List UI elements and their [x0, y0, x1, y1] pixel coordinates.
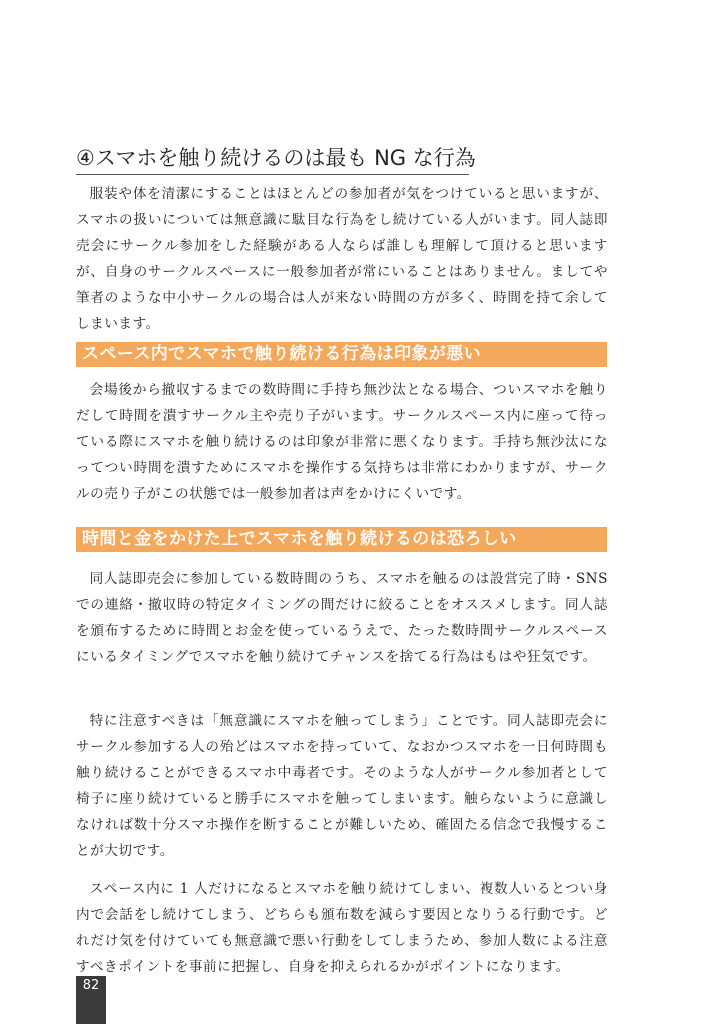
subsection-heading-1: スペース内でスマホで触り続ける行為は印象が悪い [76, 342, 607, 367]
intro-text: 服装や体を清潔にすることはほとんどの参加者が気をつけていると思いますが、スマホの扱いについては無意識に駄目な行為をし続けている人がいます。同人誌即売会にサークル参加をした経験がある人ならば誰しも理解して頂けると思いますが、自身のサークルスペースに一般参加者が常にいることはありません。ましてや筆者のような中小サークルの場合は人が来ない時間の方が多く、時間を持て余してしまいます。 [76, 186, 608, 332]
section-title: ④スマホを触り続けるのは最も NG な行為 [76, 146, 476, 170]
subsection-2-text-2: 特に注意すべきは「無意識にスマホを触ってしまう」ことです。同人誌即売会にサークル参加する人の殆どはスマホを持っていて、なおかつスマホを一日何時間も触り続けることができるスマホ中毒者です。そのような人がサークル参加者として椅子に座り続けていると勝手にスマホを触ってしまいます。触らないように意識しなければ数十分スマホ操作を断することが難しいため、確固たる信念で我慢することが大切です。 [76, 713, 608, 859]
subsection-1-text: 会場後から撤収するまでの数時間に手持ち無沙汰となる場合、ついスマホを触りだして時間を潰すサークル主や売り子がいます。サークルスペース内に座って待っている際にスマホを触り続けるのは印象が非常に悪くなります。手持ち無沙汰になってつい時間を潰すためにスマホを操作する気持ちは非常にわかりますが、サークルの売り子がこの状態では一般参加者は声をかけにくいです。 [76, 382, 608, 502]
section-title-underline [76, 174, 469, 175]
subsection-2-paragraph-1 [76, 566, 608, 670]
subsection-2-text-1: 同人誌即売会に参加している数時間のうち、スマホを触るのは設営完了時・SNS での連絡・撤収時の特定タイミングの間だけに絞ることをオススメします。同人誌を頒布するために時間とお金を使っているうえで、たった数時間サークルスペースにいるタイミングでスマホを触り続けてチャンスを捨てる行為はもはや狂気です。 [76, 571, 608, 665]
subsection-2-text-3: スペース内に 1 人だけになるとスマホを触り続けてしまい、複数人いるとつい身内で会話をし続けてしまう、どちらも頒布数を減らす要因となりうる行動です。どれだけ気を付けていても無意識で悪い行動をしてしまうため、参加人数による注意すべきポイントを事前に把握し、自身を抑えられるかがポイントになります。 [76, 881, 608, 975]
subsection-heading-2: 時間と金をかけた上でスマホを触り続けるのは恐ろしい [76, 527, 607, 552]
intro-paragraph [76, 181, 608, 337]
subsection-2-paragraph-3 [76, 876, 608, 980]
subsection-1-paragraph [76, 377, 608, 507]
page-number: 82 [76, 976, 106, 1024]
subsection-2-paragraph-2 [76, 708, 608, 864]
